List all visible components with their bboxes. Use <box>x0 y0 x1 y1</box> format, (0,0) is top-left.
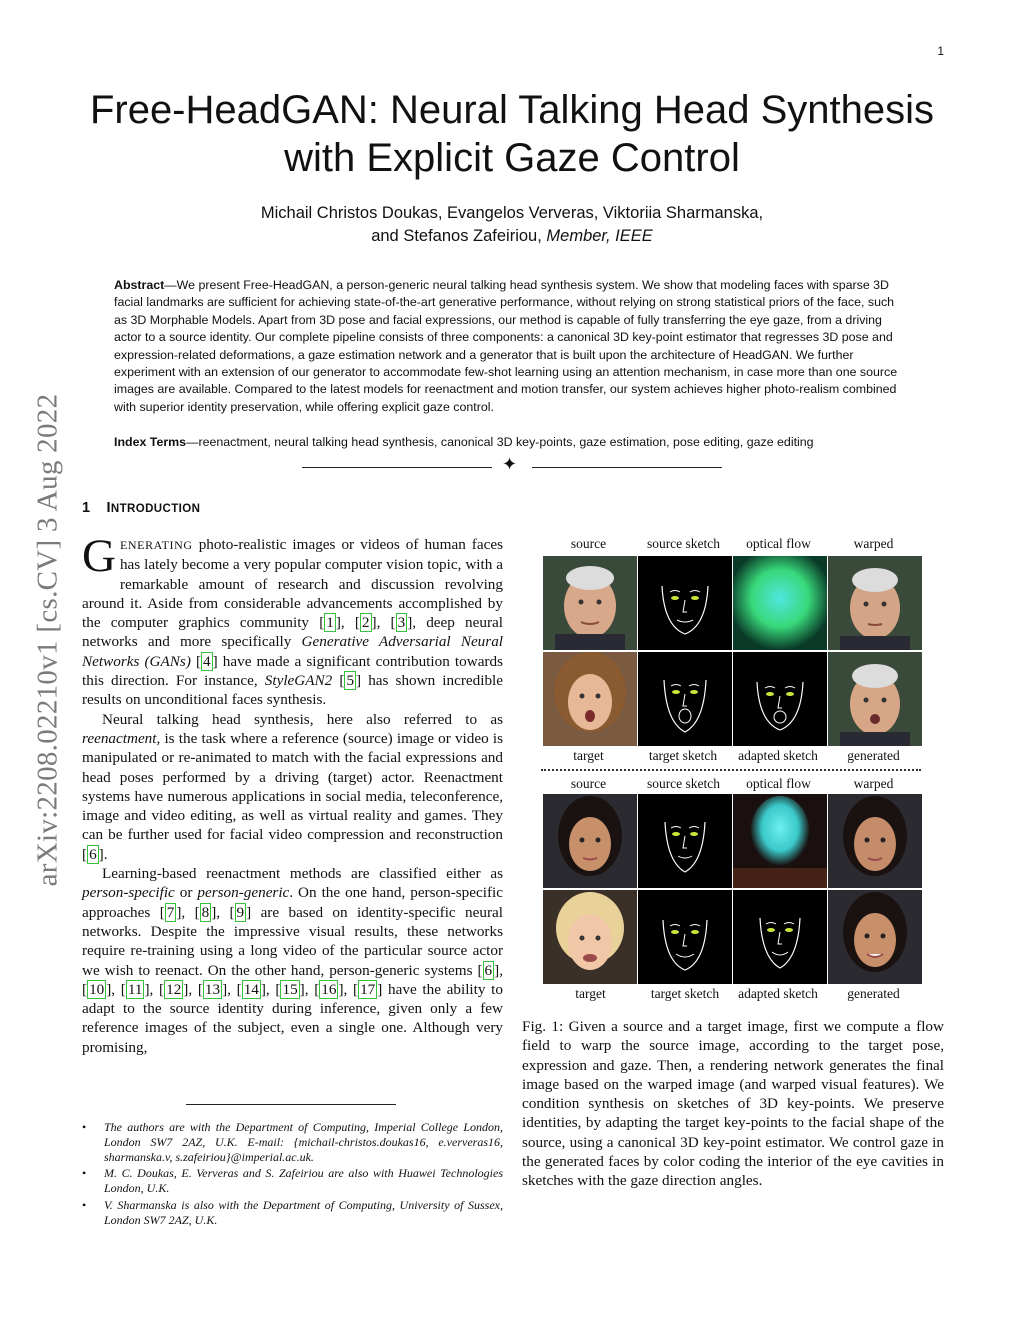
target-sketch-image <box>638 652 732 746</box>
figure-label: generated <box>847 986 900 1001</box>
page-number: 1 <box>937 44 944 58</box>
intro-text: have the ability to adapt to the source identity during inference, given only a few reference images of the subject, even a single one. Although very promising, <box>82 980 503 1056</box>
figure-label: target <box>573 748 604 763</box>
index-terms-text: —reenactment, neural talking head synthesis, canonical 3D key-points, gaze estimation, pose editing, gaze editing <box>186 435 814 449</box>
separator-star-icon: ✦ <box>502 454 518 474</box>
author-list <box>100 202 924 248</box>
intro-paragraph-2: Neural talking head synthesis, here also referred to as reenactment, is the task where a reference (source) image or video is manipulated or re-animated to match with the facial expressions and head poses performed by a driving (target) actor. Reenactment systems have numerous applications in social media, teleconference, image and video editing, as well as virtual reality and games. They can be further used for facial video compression and reconstruction [ 6 ]. <box>82 710 503 863</box>
bullet-icon: • <box>82 1197 87 1212</box>
intro-paragraph-1: GENERATING photo-realistic images or videos of human faces has lately become a very popular computer vision topic, with a remarkable amount of research and discussion revolving around it. Aside from considerable advancements accomplished by the computer graphics community [ 1 ], [ 2 ], [ 3 ], deep neural networks and more specifically Generative Adversarial Neural Networks (GANs) [ 4 ] have made a significant contribution towards this direction. For instance, StyleGAN2 [ 5 ] has shown incredible results on unconditional faces synthesis. <box>82 530 504 709</box>
footnotes <box>82 1120 503 1230</box>
intro-text: Neural talking head synthesis, here also referred to as <box>102 710 503 728</box>
authors-line-2-prefix: and Stefanos Zafeiriou, <box>371 227 542 245</box>
figure-label: source <box>570 536 607 551</box>
figure-label: warped <box>853 536 894 551</box>
target-face-image <box>543 652 637 746</box>
section-separator <box>302 454 722 478</box>
drop-cap: G <box>82 530 116 582</box>
citation-link[interactable]: 4 <box>203 652 211 670</box>
intro-text: . <box>103 845 108 863</box>
abstract-text: —We present Free-HeadGAN, a person-generic neural talking head synthesis system. We show that modeling faces with sparse 3D facial landmarks are sufficient for achieving state-of-the-art generative performance, without relying on strong statistical priors of the face, such as 3D Morphable Models. Apart from 3D pose and facial expressions, our method is capable of fully transferring the eye gaze, from a driving actor to a source identity. Our complete pipeline consists of three components: a canonical 3D key-point estimator that regresses 3D pose and expression-related deformations, a gaze estimation network and a generator that is built upon the architecture of HeadGAN. We further experiment with an extension of our generator to accommodate few-shot learning using an attention mechanism, in case more than one source images are available. Compared to the latest models for reenactment and motion transfer, our system achieves higher photo-realism combined with superior identity preservation, while offering explicit gaze control. <box>114 278 898 414</box>
intro-text: photo-realistic images or videos of human faces has lately become a very popular computer vision topic, with a remarkable amount of research and discussion revolving around it. Aside from considerable advancements accomplished by the computer graphics community <box>82 536 503 632</box>
footnote-item <box>82 1120 503 1164</box>
abstract-label: Abstract <box>114 278 165 292</box>
citation-link[interactable]: 8 <box>201 903 210 921</box>
intro-emphasis: reenactment <box>82 729 157 747</box>
figure-label: generated <box>847 748 900 763</box>
source-sketch-image <box>638 556 732 650</box>
citation-link[interactable]: 7 <box>166 903 175 921</box>
footnote-rule <box>186 1104 396 1105</box>
target-face-image <box>543 890 637 984</box>
figure-label: source <box>570 776 607 791</box>
intro-text: have made a significant contribution towards this direction. For instance, <box>82 652 503 690</box>
citation-link[interactable]: 16 <box>321 980 337 998</box>
intro-emphasis: person-generic <box>197 884 290 902</box>
figure-label: target <box>575 986 606 1001</box>
footnote-item <box>82 1166 503 1196</box>
figure-label: adapted sketch <box>738 748 818 763</box>
figure-label: optical flow <box>746 776 811 791</box>
warped-face-image <box>828 556 922 650</box>
bullet-icon: • <box>82 1166 87 1181</box>
intro-text: has shown incredible results on unconditional faces synthesis. <box>82 672 504 709</box>
citation-link[interactable]: 10 <box>89 980 105 998</box>
intro-emphasis: StyleGAN2 <box>264 672 333 690</box>
citation-link[interactable]: 6 <box>484 961 493 979</box>
source-sketch-image <box>638 794 732 888</box>
generated-face-image <box>828 890 922 984</box>
section-heading <box>82 500 200 516</box>
figure-1 <box>541 536 923 1006</box>
citation-link[interactable]: 11 <box>127 980 143 998</box>
intro-emphasis: Generative Adversarial Neural Networks (GANs) <box>82 633 504 670</box>
figure-caption <box>522 1017 944 1191</box>
figure-divider <box>541 769 921 771</box>
footnote-item <box>82 1198 503 1228</box>
authors-line-2 <box>100 225 924 248</box>
figure-label: adapted sketch <box>738 986 818 1001</box>
optical-flow-image <box>733 794 827 888</box>
authors-role: Member, IEEE <box>546 227 653 245</box>
arxiv-side-identifier: arXiv:2208.02210v1 [cs.CV] 3 Aug 2022 <box>31 393 64 887</box>
figure-label: source sketch <box>646 776 721 791</box>
citation-link[interactable]: 5 <box>346 672 355 690</box>
source-face-image <box>543 556 637 650</box>
citation-link[interactable]: 12 <box>166 980 182 998</box>
footnote-text: M. C. Doukas, E. Ververas and S. Zafeiriou are also with Huawei Technologies London, U.K. <box>104 1166 503 1196</box>
abstract <box>114 277 910 416</box>
index-terms-label: Index Terms <box>114 435 187 449</box>
citation-link[interactable]: 17 <box>360 980 376 998</box>
introduction-body <box>82 530 504 1057</box>
bullet-icon: • <box>82 1120 87 1134</box>
paper-title: Free-HeadGAN: Neural Talking Head Synthesis with Explicit Gaze Control <box>89 88 935 180</box>
citation-link[interactable]: 3 <box>397 614 406 632</box>
figure-label: warped <box>853 776 894 791</box>
figure-label: target sketch <box>650 986 720 1001</box>
authors-line-1: Michail Christos Doukas, Evangelos Ververas, Viktoriia Sharmanska, <box>260 204 764 222</box>
citation-link[interactable]: 14 <box>243 980 259 998</box>
intro-text: , deep neural networks and more specifically <box>82 614 503 651</box>
section-title-cap: I <box>106 500 111 516</box>
adapted-sketch-image <box>733 652 827 746</box>
separator-rule-left <box>302 467 492 468</box>
figure-label: source sketch <box>646 536 721 551</box>
intro-text: or <box>174 884 198 902</box>
intro-smallcaps: ENERATING <box>119 538 193 552</box>
intro-text: Learning-based reenactment methods are classified either as <box>102 865 503 883</box>
generated-face-image <box>828 652 922 746</box>
citation-link[interactable]: 13 <box>204 980 221 998</box>
citation-link[interactable]: 9 <box>236 903 245 921</box>
citation-link[interactable]: 15 <box>282 980 298 998</box>
target-sketch-image <box>638 890 732 984</box>
intro-emphasis: person-specific <box>82 884 175 902</box>
index-terms <box>114 434 910 451</box>
intro-text: , is the task where a reference (source) image or video is manipulated or re-animated to match with the facial expressions and head poses performed by a driving (target) actor. Reenactment systems have numerous applications in social media, teleconference, image and video editing, as well as virtual reality and games. They can be further used for facial video compression and reconstruction <box>82 729 503 844</box>
citation-link[interactable]: 6 <box>89 845 97 863</box>
footnote-text: The authors are with the Department of Computing, Imperial College London, London SW7 2AZ, U.K. E-mail: {michail-christos.doukas16, e.ververas16, sharmanska.v, s.zafeiriou}@imperial.ac.uk. <box>104 1120 503 1164</box>
intro-paragraph-3: Learning-based reenactment methods are classified either as person-specific or person-generic. On the one hand, person-specific approaches [ 7 ], [ 8 ], [ 9 ] are based on identity-specific neural networks. Despite the impressive visual results, these networks require re-training using a long video of the particular source actor we wish to reenact. On the other hand, person-generic systems [ 6 ], [ 10 ], [ 11 ], [ 12 ], [ 13 ], [ 14 ], [ 15 ], [ 16 ], [ 17 ] have the ability to adapt to the source identity during inference, given only a few reference images of the subject, even a single one. Although very promising, <box>82 865 503 1056</box>
figure-label: optical flow <box>746 536 811 551</box>
source-face-image <box>543 794 637 888</box>
warped-face-image <box>828 794 922 888</box>
adapted-sketch-image <box>733 890 827 984</box>
optical-flow-image <box>733 556 827 650</box>
footnote-text: V. Sharmanska is also with the Department of Computing, University of Sussex, London SW7 2AZ, U.K. <box>104 1197 503 1227</box>
citation-link[interactable]: 1 <box>326 614 334 632</box>
figure-label: target sketch <box>648 748 718 763</box>
caption-label: Fig. 1: <box>522 1018 564 1035</box>
intro-text: are based on identity-specific neural networks. Despite the impressive visual results, these networks require re-training using a long video of the particular source actor we wish to reenact. On the other hand, person-generic systems <box>82 903 503 979</box>
caption-text: Given a source and a target image, first we compute a flow field to warp the source image, according to the target pose, expression and gaze. Then, a rendering network generates the final image based on the warped image (and warped visual features). We condition synthesis on sketches of 3D key-points. We preserve identities, by adapting the target key-points to the facial shape of the source, using a canonical 3D key-point estimator. We control gaze in the generated faces by color coding the interior of the eye cavities in sketches with the gaze direction angles. <box>522 1018 944 1190</box>
separator-rule-right <box>532 467 722 468</box>
section-title-rest: NTRODUCTION <box>110 503 201 515</box>
intro-text: . On the one hand, person-specific approaches <box>82 884 503 921</box>
section-number: 1 <box>82 500 91 516</box>
citation-link[interactable]: 2 <box>361 614 370 632</box>
